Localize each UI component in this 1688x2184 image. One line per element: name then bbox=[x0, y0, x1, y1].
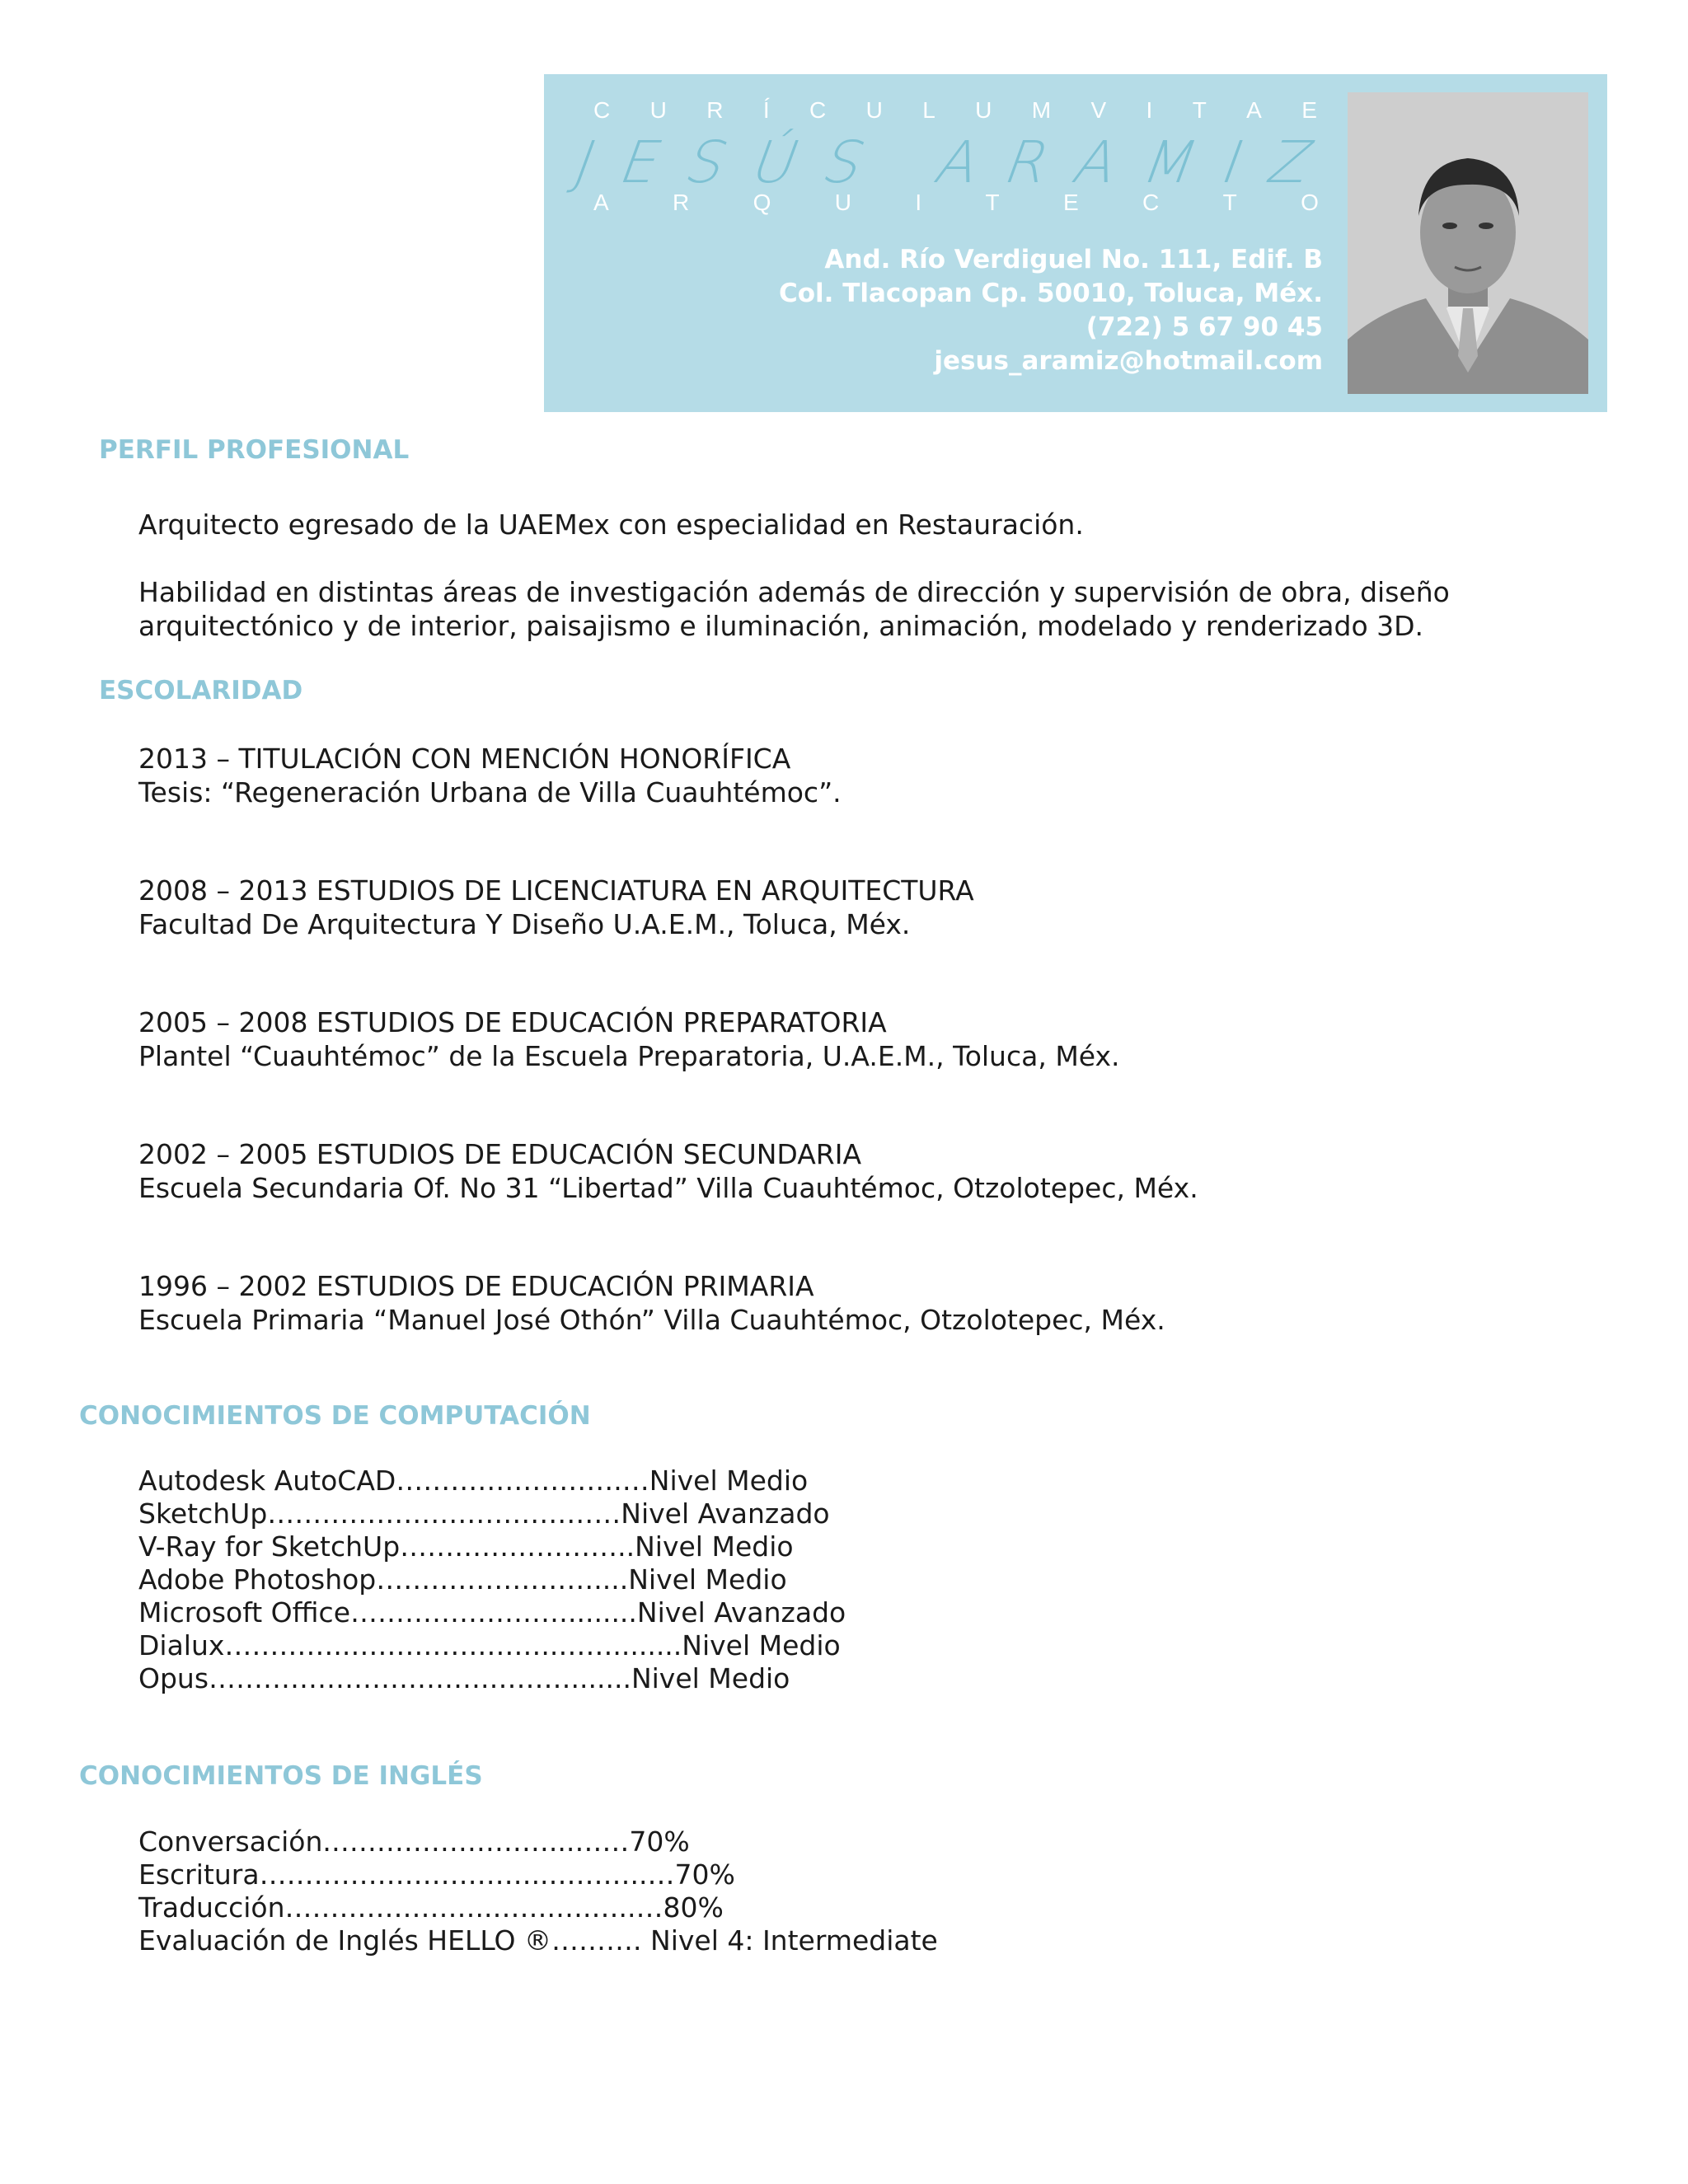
skill-row: Dialux…………..…………………..……........Nivel Medio bbox=[138, 1629, 841, 1661]
cv-title-letter: C bbox=[809, 97, 828, 123]
english-skill-row: Conversación.……………………...……70% bbox=[138, 1825, 690, 1858]
header-banner bbox=[544, 74, 1607, 412]
profession-letter: R bbox=[673, 190, 690, 215]
email[interactable]: jesus_aramiz@hotmail.com bbox=[934, 346, 1323, 376]
escolaridad-item-detail: Facultad De Arquitectura Y Diseño U.A.E.M., Toluca, Méx. bbox=[138, 908, 911, 940]
escolaridad-item-title: 2005 – 2008 ESTUDIOS DE EDUCACIÓN PREPARATORIA bbox=[138, 1006, 887, 1038]
escolaridad-item-title: 2013 – TITULACIÓN CON MENCIÓN HONORÍFICA bbox=[138, 743, 791, 775]
perfil-paragraph-1: Arquitecto egresado de la UAEMex con especialidad en Restauración. bbox=[138, 509, 1084, 541]
english-skill-row: Escritura…………………………..………..…70% bbox=[138, 1858, 735, 1891]
cv-title-letter: M bbox=[1031, 97, 1053, 123]
name-letter: Ú bbox=[742, 129, 809, 196]
cv-title-letter: L bbox=[922, 97, 937, 123]
profession-letter: I bbox=[915, 190, 922, 215]
perfil-paragraph-2-line-2: arquitectónico y de interior, paisajismo e iluminación, animación, modelado y renderizado 3D. bbox=[138, 610, 1424, 642]
name-letter: I bbox=[1212, 129, 1254, 196]
escolaridad-item bbox=[138, 1005, 1120, 1073]
cv-title-letter: Í bbox=[762, 97, 771, 123]
cv-title-letter: T bbox=[1192, 97, 1208, 123]
cv-title-letter: C bbox=[593, 97, 612, 123]
name-letter: A bbox=[926, 129, 992, 196]
name-letter: A bbox=[1064, 129, 1129, 196]
cv-title-letter: U bbox=[975, 97, 994, 123]
address-line-1: And. Río Verdiguel No. 111, Edif. B bbox=[824, 245, 1323, 274]
perfil-paragraph-2-line-1: Habilidad en distintas áreas de investigación además de dirección y supervisión de obra, diseño bbox=[138, 576, 1450, 608]
name-letter: R bbox=[995, 129, 1061, 196]
escolaridad-item-detail: Escuela Secundaria Of. No 31 “Libertad” Villa Cuauhtémoc, Otzolotepec, Méx. bbox=[138, 1172, 1198, 1204]
cv-title-letter: R bbox=[706, 97, 725, 123]
profession-letter: T bbox=[1222, 190, 1237, 215]
profession-letter: A bbox=[593, 190, 609, 215]
skill-row: SketchUp…………………………………Nivel Avanzado bbox=[138, 1497, 830, 1530]
skill-row: Adobe Photoshop……………………....Nivel Medio bbox=[138, 1563, 787, 1596]
phone: (722) 5 67 90 45 bbox=[1085, 312, 1323, 342]
cv-title-letter: I bbox=[1146, 97, 1155, 123]
cv-title-letter: U bbox=[865, 97, 884, 123]
name-letter: Z bbox=[1258, 129, 1323, 196]
cv-title-letter: U bbox=[649, 97, 668, 123]
escolaridad-item bbox=[138, 1137, 1198, 1205]
skill-row: Opus………………………….……….......Nivel Medio bbox=[138, 1662, 790, 1694]
perfil-heading: PERFIL PROFESIONAL bbox=[99, 435, 410, 465]
english-skill-row: Evaluación de Inglés HELLO ®………. Nivel 4: Intermediate bbox=[138, 1924, 938, 1957]
skill-row: V-Ray for SketchUp……………………..Nivel Medio bbox=[138, 1530, 794, 1563]
escolaridad-heading: ESCOLARIDAD bbox=[99, 676, 303, 705]
profession-letter: O bbox=[1301, 190, 1319, 215]
escolaridad-item bbox=[138, 1269, 1165, 1337]
escolaridad-item-title: 1996 – 2002 ESTUDIOS DE EDUCACIÓN PRIMARIA bbox=[138, 1270, 814, 1302]
english-skill-row: Traducción…………………..…….….…..…80% bbox=[138, 1891, 724, 1924]
escolaridad-item bbox=[138, 742, 842, 809]
perfil-paragraph-2 bbox=[138, 575, 1450, 643]
cv-title bbox=[593, 97, 1319, 124]
cv-title-letter: V bbox=[1090, 97, 1109, 123]
escolaridad-item-detail: Tesis: “Regeneración Urbana de Villa Cuauhtémoc”. bbox=[138, 776, 842, 808]
escolaridad-item-detail: Escuela Primaria “Manuel José Othón” Villa Cuauhtémoc, Otzolotepec, Méx. bbox=[138, 1304, 1165, 1336]
profession-letter: Q bbox=[753, 190, 771, 215]
escolaridad-item-title: 2002 – 2005 ESTUDIOS DE EDUCACIÓN SECUNDARIA bbox=[138, 1138, 862, 1170]
name-letter: S bbox=[676, 129, 738, 196]
profession-letter: T bbox=[985, 190, 1000, 215]
skill-row: Microsoft Office……………………........Nivel Avanzado bbox=[138, 1596, 846, 1629]
profession-letter: E bbox=[1062, 190, 1079, 215]
computacion-list bbox=[138, 1464, 846, 1694]
contact-info bbox=[779, 243, 1323, 378]
candidate-name bbox=[565, 129, 1323, 196]
computacion-heading: CONOCIMIENTOS DE COMPUTACIÓN bbox=[79, 1401, 591, 1431]
profession-letter: C bbox=[1142, 190, 1160, 215]
name-letter: J bbox=[565, 129, 607, 196]
profession-letter: U bbox=[834, 190, 852, 215]
name-letter bbox=[879, 129, 922, 196]
name-letter: M bbox=[1133, 129, 1208, 196]
escolaridad-item-title: 2008 – 2013 ESTUDIOS DE LICENCIATURA EN ARQUITECTURA bbox=[138, 874, 974, 907]
ingles-list bbox=[138, 1825, 938, 1957]
profession-title bbox=[593, 190, 1319, 216]
cv-title-letter: A bbox=[1246, 97, 1264, 123]
profile-photo bbox=[1348, 92, 1588, 394]
name-letter: S bbox=[814, 129, 875, 196]
cv-title-letter: E bbox=[1301, 97, 1319, 123]
address-line-2: Col. Tlacopan Cp. 50010, Toluca, Méx. bbox=[778, 279, 1323, 308]
escolaridad-item bbox=[138, 874, 974, 941]
escolaridad-item-detail: Plantel “Cuauhtémoc” de la Escuela Preparatoria, U.A.E.M., Toluca, Méx. bbox=[138, 1040, 1120, 1072]
skill-row: Autodesk AutoCAD…………………….…Nivel Medio bbox=[138, 1465, 809, 1497]
name-letter: E bbox=[611, 129, 673, 196]
ingles-heading: CONOCIMIENTOS DE INGLÉS bbox=[79, 1761, 483, 1791]
